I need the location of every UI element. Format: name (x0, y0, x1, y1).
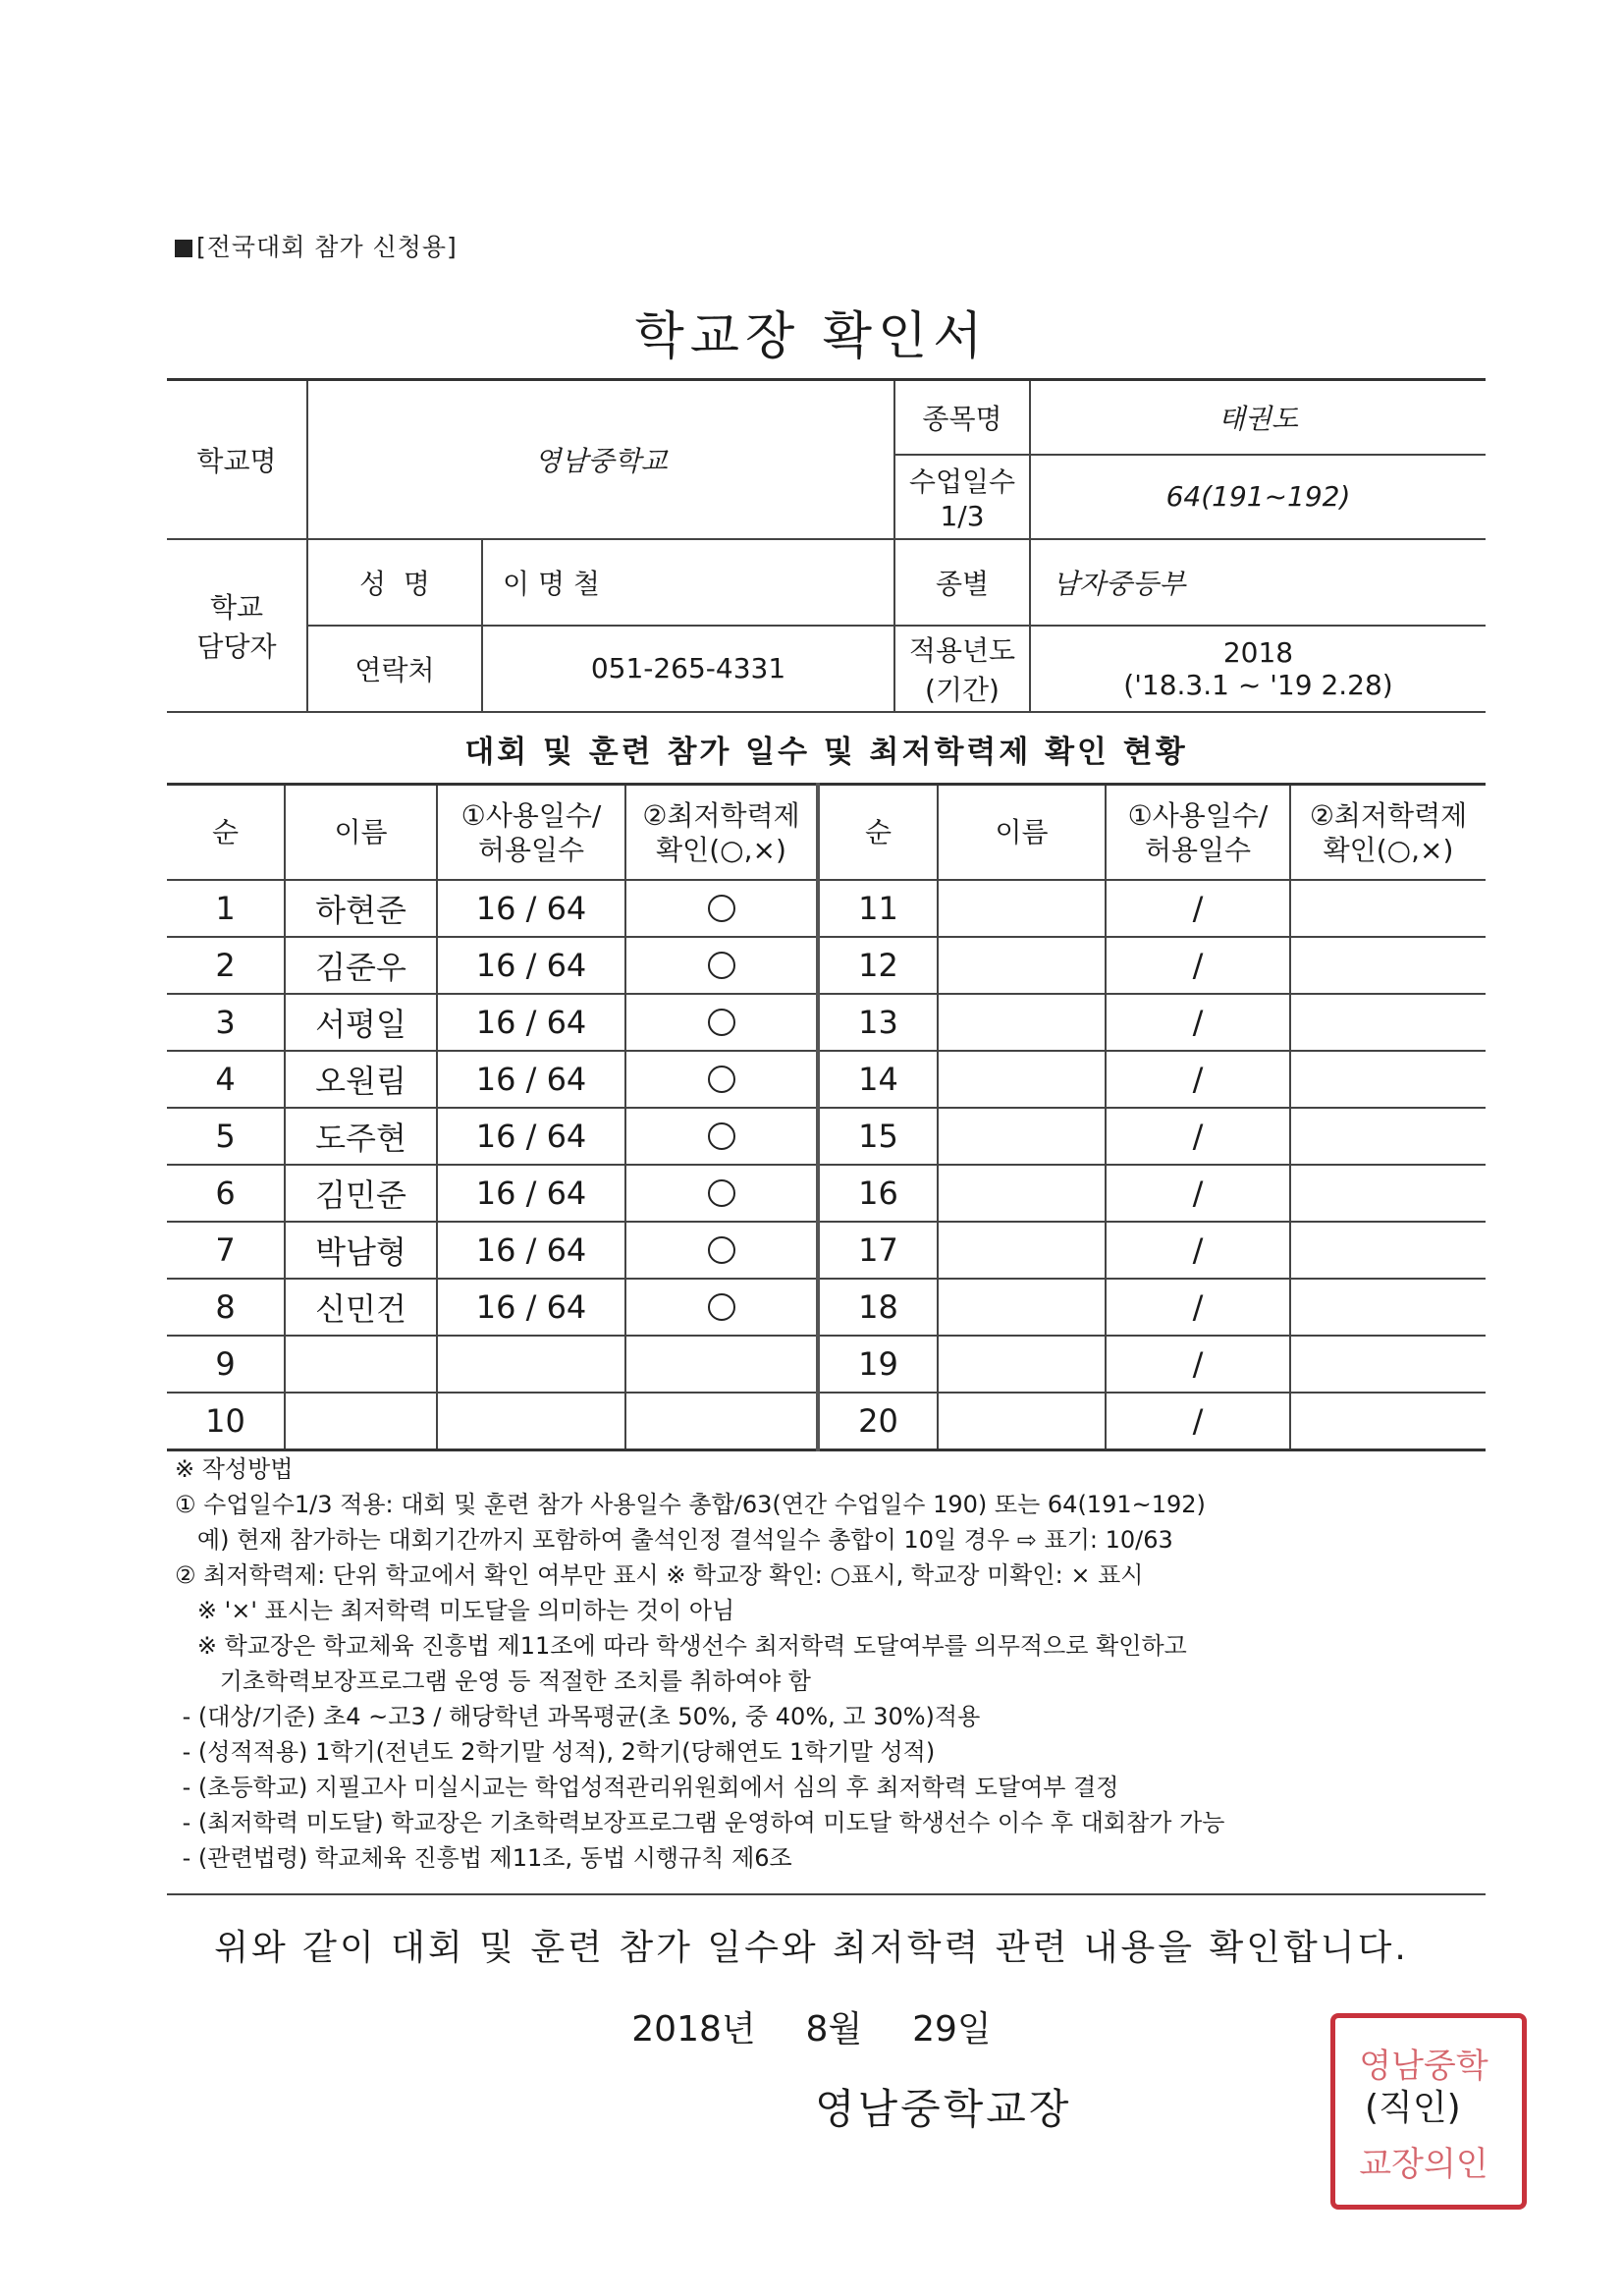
table-row (167, 880, 1486, 937)
table-row (167, 937, 1486, 994)
cell-check (625, 1165, 818, 1222)
year-value: 2018 ('18.3.1 ~ '19 2.28) (1030, 626, 1486, 712)
header-check: ②최저학력제 확인(○,×) (625, 785, 818, 881)
cell-no-2: 15 (818, 1108, 938, 1165)
cell-no-2: 16 (818, 1165, 938, 1222)
seal-label: (직인) (1365, 2088, 1461, 2128)
cell-no: 5 (167, 1108, 285, 1165)
instruction-line: - (초등학교) 지필고사 미실시교는 학업성적관리위원회에서 심의 후 최저학력 도달여부 결정 (175, 1774, 1119, 1801)
cell-check-2 (1290, 1165, 1486, 1222)
instruction-line: 예) 현재 참가하는 대회기간까지 포함하여 출석인정 결석일수 총합이 10일 경우 ⇨ 표기: 10/63 (175, 1526, 1173, 1554)
cell-days-2: / (1106, 1393, 1290, 1450)
cell-no: 1 (167, 880, 285, 937)
table-row (167, 994, 1486, 1051)
cell-no: 7 (167, 1222, 285, 1279)
cell-check (625, 1108, 818, 1165)
cell-days (437, 1393, 625, 1450)
year-label: 적용년도 (기간) (894, 626, 1030, 712)
header-days-2: ①사용일수/ 허용일수 (1106, 785, 1290, 881)
cell-name-2 (938, 1393, 1106, 1450)
table-row (167, 1222, 1486, 1279)
instruction-line: - (성적적용) 1학기(전년도 2학기말 성적), 2학기(당해연도 1학기말 성적) (175, 1738, 936, 1766)
cell-no: 9 (167, 1336, 285, 1393)
cell-days: 16 / 64 (437, 937, 625, 994)
cell-days: 16 / 64 (437, 1279, 625, 1336)
circle-mark-icon (708, 1179, 735, 1207)
table-row (167, 1051, 1486, 1108)
cell-check-2 (1290, 994, 1486, 1051)
circle-mark-icon (708, 1236, 735, 1264)
cell-days: 16 / 64 (437, 994, 625, 1051)
instructions (175, 1451, 1490, 1876)
cell-days-2: / (1106, 1279, 1290, 1336)
cell-check (625, 1222, 818, 1279)
instruction-line: - (관련법령) 학교체육 진흥법 제11조, 동법 시행규칙 제6조 (175, 1844, 792, 1872)
sport-value: 태권도 (1030, 380, 1486, 455)
cell-check-2 (1290, 1393, 1486, 1450)
cell-days-2: / (1106, 994, 1290, 1051)
school-value: 영남중학교 (307, 380, 894, 539)
table-row (167, 1336, 1486, 1393)
cell-no-2: 14 (818, 1051, 938, 1108)
cell-no-2: 13 (818, 994, 938, 1051)
school-label: 학교명 (167, 380, 307, 539)
circle-mark-icon (708, 1293, 735, 1321)
cell-no-2: 11 (818, 880, 938, 937)
circle-mark-icon (708, 1009, 735, 1036)
cell-no-2: 19 (818, 1336, 938, 1393)
cell-check (625, 937, 818, 994)
cell-name: 박남형 (285, 1222, 437, 1279)
circle-mark-icon (708, 1066, 735, 1093)
instruction-line: ※ 작성방법 (175, 1455, 294, 1483)
cell-name-2 (938, 1051, 1106, 1108)
instruction-line: ① 수업일수1/3 적용: 대회 및 훈련 참가 사용일수 총합/63(연간 수업일수 190) 또는 64(191~192) (175, 1491, 1206, 1518)
cell-days: 16 / 64 (437, 1051, 625, 1108)
name-label: 성 명 (307, 539, 482, 626)
cell-name: 도주현 (285, 1108, 437, 1165)
cell-no: 4 (167, 1051, 285, 1108)
cell-check (625, 1279, 818, 1336)
confirmation-statement: 위와 같이 대회 및 훈련 참가 일수와 최저학력 관련 내용을 확인합니다. (214, 1928, 1409, 1968)
cell-check-2 (1290, 1279, 1486, 1336)
cell-no-2: 12 (818, 937, 938, 994)
manager-label: 학교 담당자 (167, 539, 307, 712)
cell-no-2: 18 (818, 1279, 938, 1336)
page-title: 학교장 확인서 (634, 307, 989, 366)
cell-check (625, 994, 818, 1051)
name-value: 이 명 철 (482, 539, 894, 626)
cell-name (285, 1336, 437, 1393)
cell-days-2: / (1106, 1336, 1290, 1393)
cell-check-2 (1290, 1051, 1486, 1108)
cell-days: 16 / 64 (437, 1222, 625, 1279)
square-bullet-icon (175, 240, 192, 257)
instruction-line: ※ '×' 표시는 최저학력 미도달을 의미하는 것이 아님 (175, 1597, 735, 1624)
cell-no-2: 17 (818, 1222, 938, 1279)
cell-name: 오원림 (285, 1051, 437, 1108)
cell-check (625, 880, 818, 937)
sport-label: 종목명 (894, 380, 1030, 455)
cell-name-2 (938, 994, 1106, 1051)
cell-days-2: / (1106, 880, 1290, 937)
cell-name: 하현준 (285, 880, 437, 937)
header-check-2: ②최저학력제 확인(○,×) (1290, 785, 1486, 881)
table-row (167, 1393, 1486, 1450)
cell-name-2 (938, 1222, 1106, 1279)
school-info-table (167, 378, 1486, 713)
cell-name (285, 1393, 437, 1450)
cell-check (625, 1336, 818, 1393)
cell-days-2: / (1106, 1222, 1290, 1279)
instruction-line: ※ 학교장은 학교체육 진흥법 제11조에 따라 학생선수 최저학력 도달여부를 의무적으로 확인하고 (175, 1632, 1187, 1660)
cell-name-2 (938, 937, 1106, 994)
participation-table (167, 783, 1486, 1451)
table-row (167, 1108, 1486, 1165)
cell-name-2 (938, 1165, 1106, 1222)
cell-name: 신민건 (285, 1279, 437, 1336)
issue-date: 2018년 8월 29일 (631, 2009, 992, 2050)
header-no-2: 순 (818, 785, 938, 881)
cell-check-2 (1290, 1222, 1486, 1279)
instruction-line: - (최저학력 미도달) 학교장은 기초학력보장프로그램 운영하여 미도달 학생선수 이수 후 대회참가 가능 (175, 1809, 1225, 1836)
header-name: 이름 (285, 785, 437, 881)
circle-mark-icon (708, 895, 735, 922)
cell-name: 김민준 (285, 1165, 437, 1222)
signer-name: 영남중학교장 (815, 2085, 1072, 2133)
cell-name-2 (938, 1336, 1106, 1393)
divider (167, 1893, 1486, 1895)
cell-days-2: / (1106, 1051, 1290, 1108)
svg-text:영남중학: 영남중학 (1359, 2047, 1488, 2086)
cell-check-2 (1290, 937, 1486, 994)
classdays-label: 수업일수 1/3 (894, 455, 1030, 539)
cell-no: 10 (167, 1393, 285, 1450)
header-days: ①사용일수/ 허용일수 (437, 785, 625, 881)
cell-days (437, 1336, 625, 1393)
table-row (167, 1165, 1486, 1222)
cell-no: 3 (167, 994, 285, 1051)
cell-no-2: 20 (818, 1393, 938, 1450)
cell-no: 6 (167, 1165, 285, 1222)
instruction-line: - (대상/기준) 초4 ~고3 / 해당학년 과목평균(초 50%, 중 40%, 고 30%)적용 (175, 1703, 981, 1730)
cell-days: 16 / 64 (437, 880, 625, 937)
instruction-line: 기초학력보장프로그램 운영 등 적절한 조치를 취하여야 함 (175, 1667, 811, 1695)
contact-label: 연락처 (307, 626, 482, 712)
circle-mark-icon (708, 1122, 735, 1150)
form-type-text: [전국대회 참가 신청용] (196, 233, 458, 261)
cell-check (625, 1051, 818, 1108)
category-value: 남자중등부 (1030, 539, 1486, 626)
contact-value: 051-265-4331 (482, 626, 894, 712)
circle-mark-icon (708, 952, 735, 979)
cell-name: 김준우 (285, 937, 437, 994)
cell-check-2 (1290, 1336, 1486, 1393)
cell-name-2 (938, 1279, 1106, 1336)
cell-days: 16 / 64 (437, 1165, 625, 1222)
cell-name-2 (938, 1108, 1106, 1165)
cell-check-2 (1290, 880, 1486, 937)
svg-text:교장의인: 교장의인 (1359, 2145, 1488, 2184)
cell-name-2 (938, 880, 1106, 937)
cell-days-2: / (1106, 1165, 1290, 1222)
cell-check-2 (1290, 1108, 1486, 1165)
header-name-2: 이름 (938, 785, 1106, 881)
cell-days: 16 / 64 (437, 1108, 625, 1165)
instruction-line: ② 최저학력제: 단위 학교에서 확인 여부만 표시 ※ 학교장 확인: ○표시, 학교장 미확인: × 표시 (175, 1561, 1144, 1589)
cell-no: 8 (167, 1279, 285, 1336)
form-type-label (175, 228, 458, 263)
cell-name: 서평일 (285, 994, 437, 1051)
header-no: 순 (167, 785, 285, 881)
section-title: 대회 및 훈련 참가 일수 및 최저학력제 확인 현황 (464, 735, 1188, 770)
cell-days-2: / (1106, 937, 1290, 994)
cell-days-2: / (1106, 1108, 1290, 1165)
cell-check (625, 1393, 818, 1450)
classdays-value: 64(191~192) (1030, 455, 1486, 539)
category-label: 종별 (894, 539, 1030, 626)
table-row (167, 1279, 1486, 1336)
cell-no: 2 (167, 937, 285, 994)
